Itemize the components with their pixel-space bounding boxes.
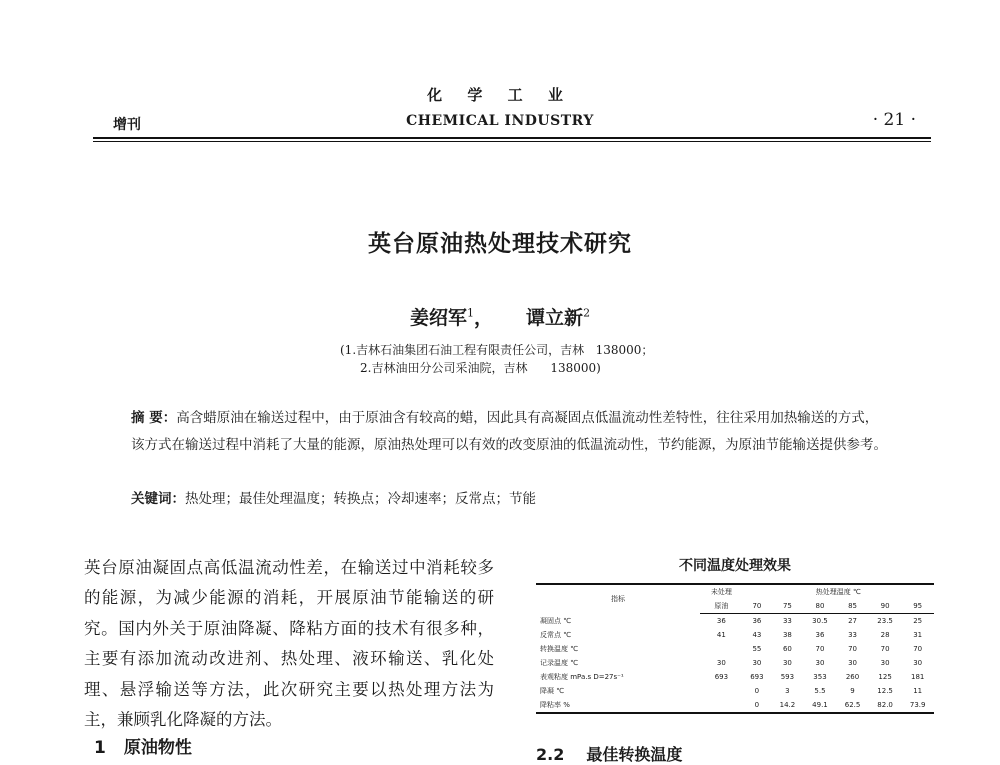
table-row bbox=[536, 698, 934, 713]
table-cell: 30 bbox=[716, 659, 726, 667]
table-row bbox=[536, 642, 934, 656]
table-cell: 181 bbox=[911, 673, 925, 681]
table-cell: 62.5 bbox=[836, 698, 869, 713]
intro-paragraph: 英台原油凝固点高低温流动性差，在输送过中消耗较多的能源，为减少能源的消耗，开展原油节能输送的研究。国内外关于原油降凝、降粘方面的技术有很多种，主要有添加流动改进剂、热处理、液环输送、乳化处理、悬浮输送等方法，此次研究主要以热处理方法为主，兼顾乳化降凝的方法。 bbox=[84, 558, 494, 730]
table-cell: 60 bbox=[782, 645, 792, 653]
keywords-label: 关键词： bbox=[131, 491, 185, 507]
table-cell: 70 bbox=[880, 645, 890, 653]
table-cell bbox=[700, 642, 743, 656]
table-cell: 0 bbox=[754, 687, 760, 695]
page-number: · 21 · bbox=[872, 110, 916, 130]
abstract bbox=[131, 405, 891, 459]
table-cell: 693 bbox=[714, 673, 729, 681]
header-rule-thin bbox=[93, 141, 931, 142]
table-cell: 0 bbox=[743, 698, 771, 713]
section-heading-2-2 bbox=[536, 742, 682, 765]
table-cell: 30 bbox=[913, 659, 923, 667]
table-header-untreated: 原油 bbox=[700, 599, 743, 614]
table-header-untreated-group: 未处理 bbox=[700, 584, 743, 599]
table-cell: 593 bbox=[780, 673, 795, 681]
table-cell: 36 bbox=[752, 617, 762, 625]
table-cell: 260 bbox=[845, 673, 860, 681]
table-header-temp: 70 bbox=[743, 599, 771, 614]
table-cell: 9 bbox=[850, 687, 855, 695]
table-cell: 5.5 bbox=[814, 687, 826, 695]
section-number: 2.2 bbox=[536, 745, 565, 764]
table-cell: 82.0 bbox=[869, 698, 902, 713]
table-title: 不同温度处理效果 bbox=[679, 558, 791, 574]
table-cell: 30 bbox=[848, 659, 857, 667]
table-cell: 3 bbox=[785, 687, 790, 695]
table-cell: 125 bbox=[878, 673, 892, 681]
table-header-temp: 80 bbox=[804, 599, 837, 614]
author-name: 谭立新 bbox=[526, 307, 584, 329]
table-header-temp: 75 bbox=[771, 599, 804, 614]
results-table bbox=[536, 583, 934, 714]
table-cell: 31 bbox=[913, 631, 923, 639]
table-header-temp: 95 bbox=[901, 599, 934, 614]
table-cell: 55 bbox=[752, 645, 762, 653]
table-row-label: 反常点 ℃ bbox=[540, 631, 572, 639]
table-row bbox=[536, 656, 934, 670]
table-cell: 38 bbox=[782, 631, 792, 639]
author-affiliation-mark: 2 bbox=[583, 306, 591, 320]
abstract-label: 摘 要： bbox=[131, 410, 177, 426]
keywords bbox=[131, 487, 891, 507]
table-cell: 12.5 bbox=[877, 687, 893, 695]
author-affiliation-mark: 1 bbox=[466, 306, 474, 320]
journal-title-english: CHEMICAL INDUSTRY bbox=[406, 113, 594, 129]
table-header-temp: 90 bbox=[869, 599, 902, 614]
table-cell: 23.5 bbox=[877, 617, 893, 625]
table-cell: 33 bbox=[782, 617, 792, 625]
table-cell: 33 bbox=[848, 631, 857, 639]
journal-title-chinese: 化 学 工 业 bbox=[427, 86, 573, 104]
results-table-container bbox=[536, 583, 934, 714]
affiliation-1: (1.吉林石油集团石油工程有限责任公司，吉林 138000； bbox=[340, 343, 654, 357]
table-cell: 693 bbox=[750, 673, 764, 681]
header-rule-thick bbox=[93, 137, 931, 139]
table-cell: 70 bbox=[913, 645, 923, 653]
table-row-label: 转换温度 ℃ bbox=[540, 645, 579, 653]
table-cell: 30 bbox=[880, 659, 890, 667]
table-row bbox=[536, 628, 934, 642]
table-cell: 70 bbox=[815, 645, 825, 653]
table-cell: 41 bbox=[716, 631, 726, 639]
table-header-treated-group: 热处理温度 ℃ bbox=[743, 584, 934, 599]
table-cell: 30 bbox=[815, 659, 825, 667]
author-line bbox=[0, 303, 1000, 330]
table-row bbox=[536, 614, 934, 629]
table-cell: 43 bbox=[752, 631, 762, 639]
section-heading-1 bbox=[94, 733, 192, 758]
table-row-label: 降凝 ℃ bbox=[540, 687, 565, 695]
table-cell: 353 bbox=[813, 673, 827, 681]
author-separator: ， bbox=[473, 307, 493, 329]
paper-title: 英台原油热处理技术研究 bbox=[368, 231, 632, 257]
table-cell: 30 bbox=[782, 659, 792, 667]
abstract-text: 高含蜡原油在输送过程中，由于原油含有较高的蜡，因此具有高凝固点低温流动性差特性，往往采用加热输送的方式，该方式在输送过程中消耗了大量的能源，原油热处理可以有效的改变原油的低温流动性，节约能源，为原油节能输送提供参考。 bbox=[131, 410, 887, 453]
table-cell: 73.9 bbox=[901, 698, 934, 713]
table-header-item: 指标 bbox=[536, 584, 700, 614]
table-cell: 30 bbox=[752, 659, 762, 667]
table-row-label: 降粘率 % bbox=[536, 698, 700, 713]
table-row-label: 表观粘度 mPa.s D=27s⁻¹ bbox=[540, 673, 624, 681]
table-cell: 36 bbox=[716, 617, 726, 625]
table-header-temp: 85 bbox=[836, 599, 869, 614]
table-row-label: 记录温度 ℃ bbox=[540, 659, 579, 667]
table-cell: 49.1 bbox=[804, 698, 837, 713]
table-cell: 70 bbox=[848, 645, 857, 653]
issue-label: 增刊 bbox=[113, 117, 141, 133]
table-row bbox=[536, 670, 934, 684]
table-cell: 25 bbox=[913, 617, 923, 625]
keywords-text: 热处理；最佳处理温度；转换点；冷却速率；反常点；节能 bbox=[185, 491, 536, 507]
table-body bbox=[536, 614, 934, 714]
table-cell bbox=[700, 698, 743, 713]
table-row-label: 凝固点 ℃ bbox=[540, 616, 572, 625]
affiliation-2: 2.吉林油田分公司采油院，吉林 138000) bbox=[360, 361, 601, 375]
table-cell bbox=[700, 684, 743, 698]
section-number: 1 bbox=[94, 738, 106, 758]
author-name: 姜绍军 bbox=[409, 307, 467, 329]
table-cell: 27 bbox=[848, 617, 857, 625]
table-cell: 11 bbox=[913, 687, 923, 695]
section-title: 最佳转换温度 bbox=[586, 745, 683, 764]
table-row bbox=[536, 684, 934, 698]
table-cell: 30.5 bbox=[812, 617, 828, 625]
table-cell: 36 bbox=[815, 631, 825, 639]
section-title: 原油物性 bbox=[123, 738, 192, 758]
table-cell: 14.2 bbox=[771, 698, 804, 713]
table-cell: 28 bbox=[880, 631, 890, 639]
